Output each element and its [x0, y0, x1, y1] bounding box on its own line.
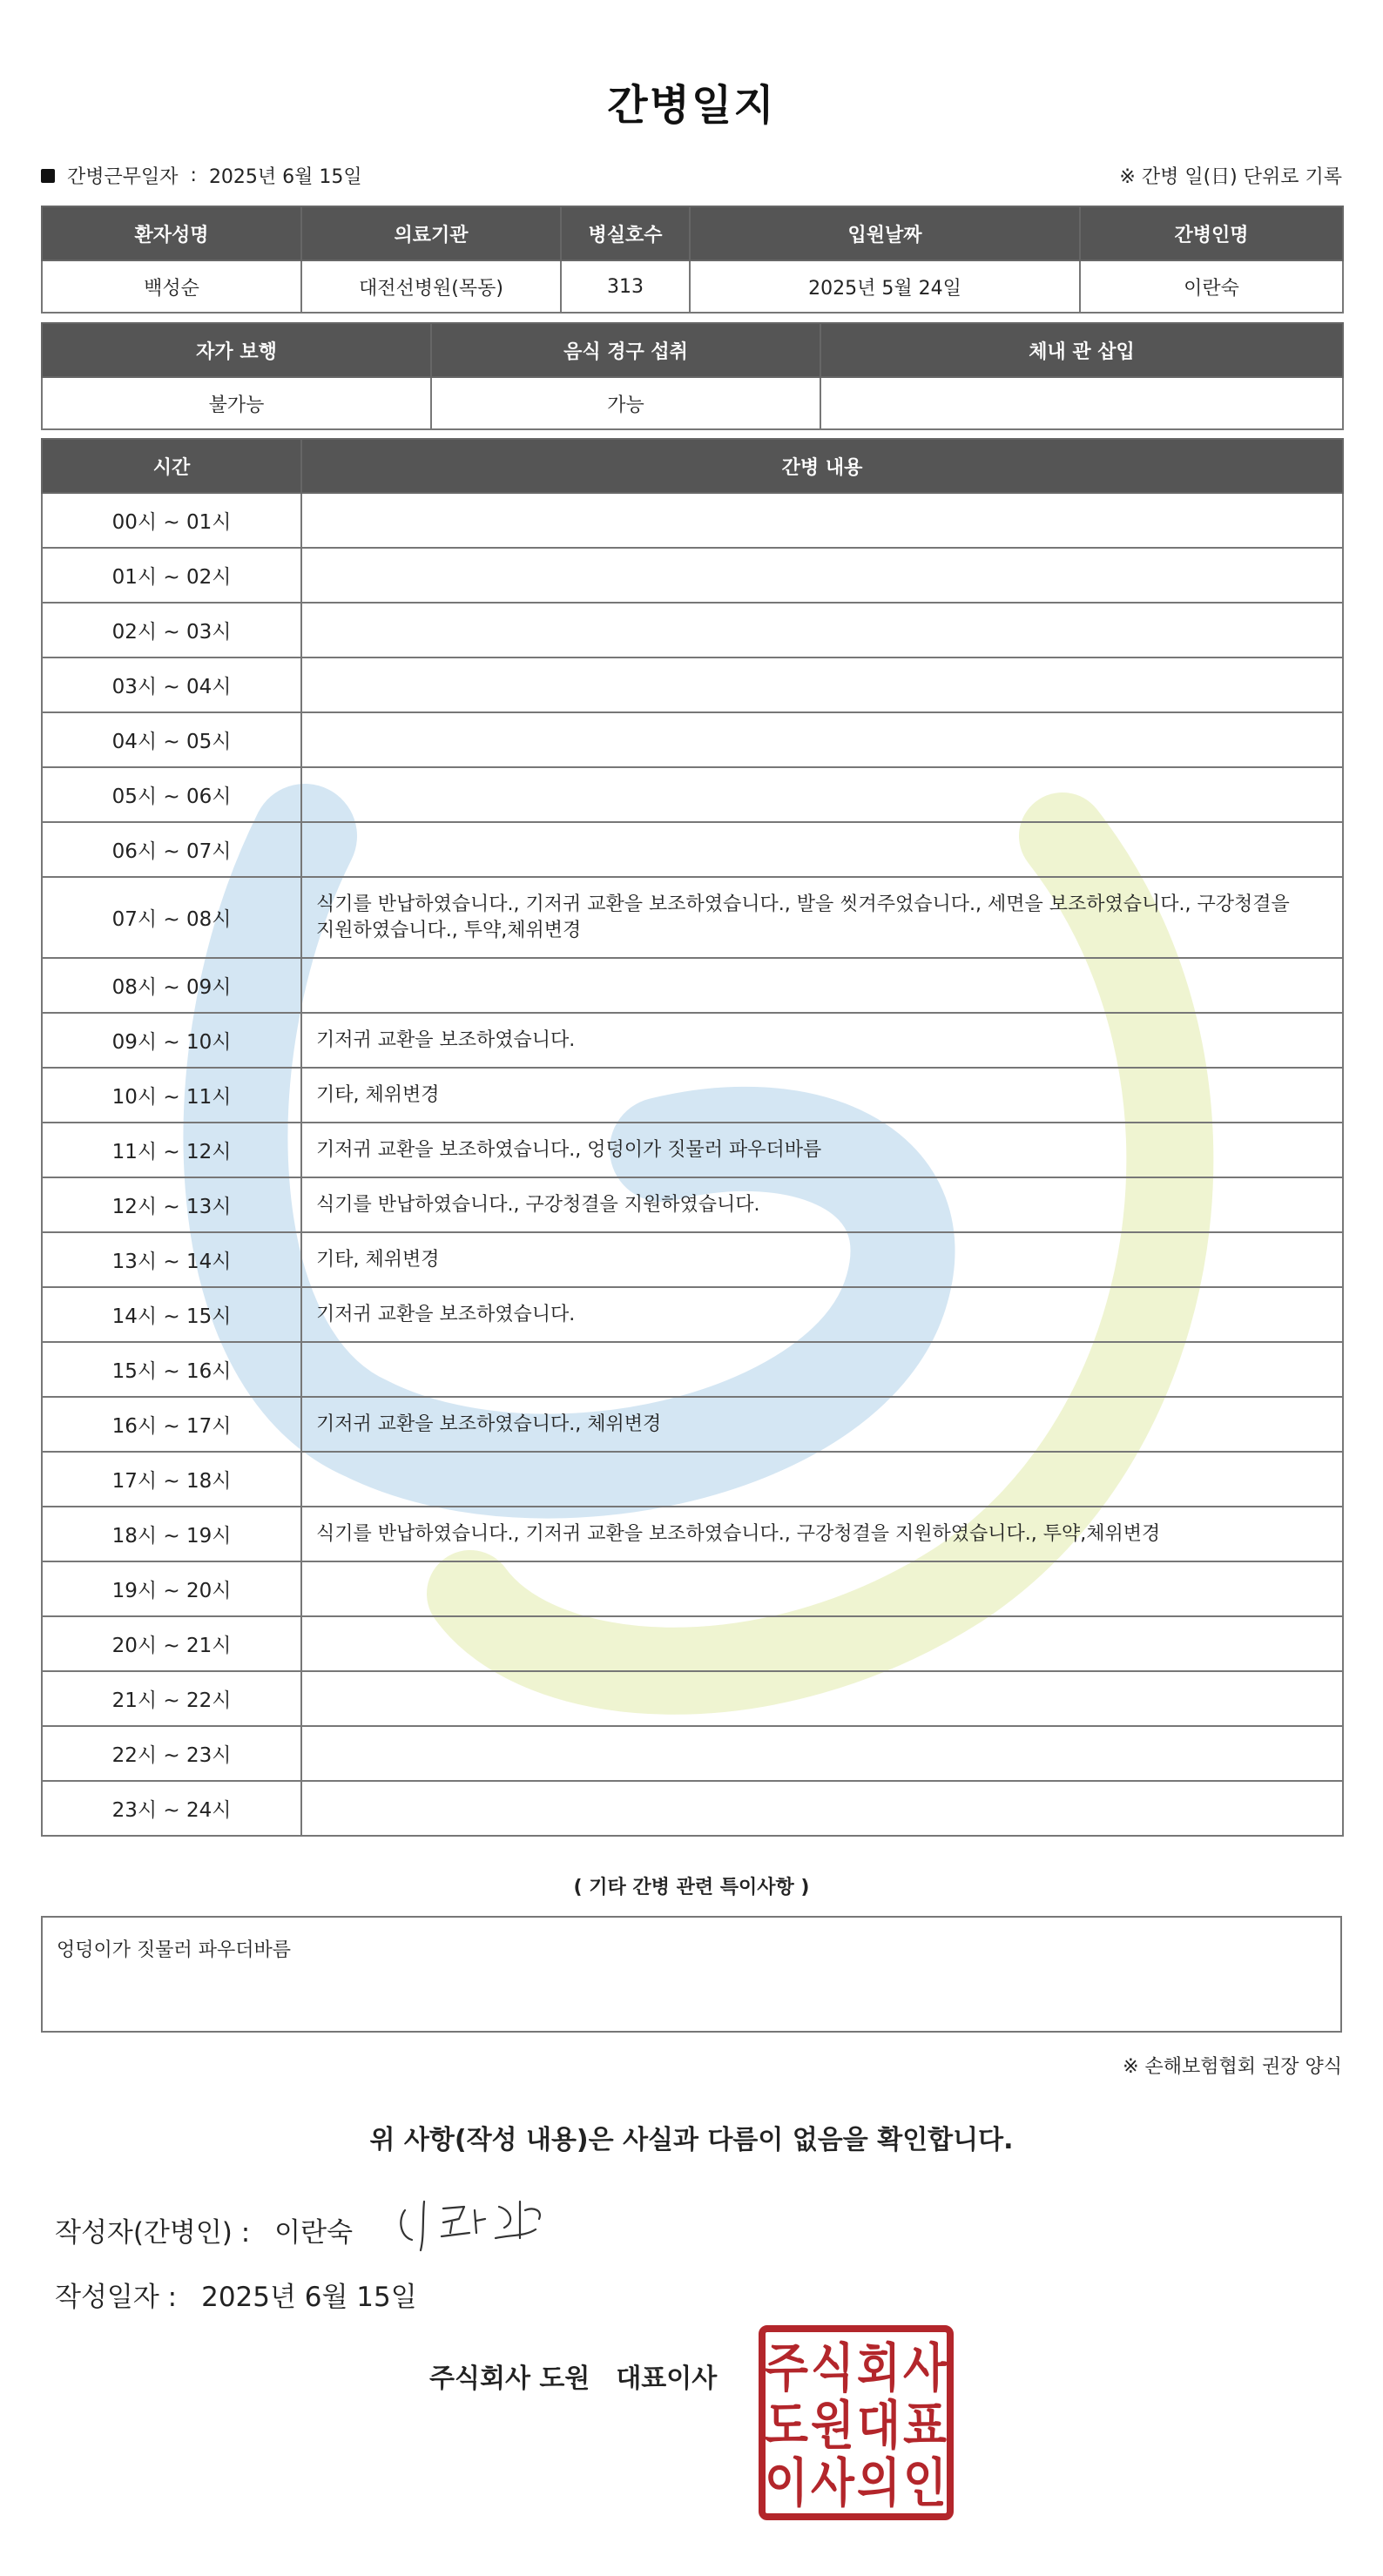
unit-note: ※ 간병 일(日) 단위로 기록: [1119, 166, 1342, 188]
log-time: 11시 ~ 12시: [42, 1123, 301, 1177]
handwritten-signature: [389, 2184, 563, 2262]
seal-character: 원: [811, 2396, 854, 2457]
log-note-line: 식기를 반납하였습니다., 기저귀 교환을 보조하였습니다., 발을 씻겨주었습니다., 세면을 보조하였습니다., 구강청결을: [316, 893, 1290, 915]
log-note: [301, 1452, 1343, 1507]
written-date-line: [55, 2275, 417, 2314]
seal-character: 대: [857, 2396, 901, 2457]
log-time: 21시 ~ 22시: [42, 1671, 301, 1726]
table-row: [42, 548, 1343, 603]
log-note: [301, 877, 1343, 958]
seal-character: 인: [903, 2453, 947, 2514]
written-date-value: 2025년 6월 15일: [201, 2282, 417, 2313]
log-note: 식기를 반납하였습니다., 구강청결을 지원하였습니다.: [301, 1177, 1343, 1232]
log-note: [301, 1561, 1343, 1616]
table-row: [42, 1123, 1343, 1177]
oral-intake-value: 가능: [431, 377, 820, 429]
log-time: 02시 ~ 03시: [42, 603, 301, 657]
bullet-square-icon: [41, 169, 55, 183]
log-note: [301, 603, 1343, 657]
log-time: 19시 ~ 20시: [42, 1561, 301, 1616]
room-number: 313: [561, 260, 690, 313]
log-note-line: 지원하였습니다., 투약,체위변경: [316, 919, 582, 941]
meta-row: [41, 162, 1342, 192]
log-time: 09시 ~ 10시: [42, 1013, 301, 1068]
log-time: 01시 ~ 02시: [42, 548, 301, 603]
author-name: 이란숙: [274, 2217, 354, 2249]
admission-date: 2025년 5월 24일: [690, 260, 1080, 313]
remarks-box: [41, 1916, 1342, 2033]
log-note: 기타, 체위변경: [301, 1232, 1343, 1287]
log-time: 17시 ~ 18시: [42, 1452, 301, 1507]
seal-character: 식: [811, 2338, 854, 2399]
form-source-note: ※ 손해보험협회 권장 양식: [1123, 2056, 1342, 2078]
patient-info-value-row: [42, 260, 1343, 313]
log-note: 기타, 체위변경: [301, 1068, 1343, 1123]
log-time: 06시 ~ 07시: [42, 822, 301, 877]
seal-character: 사: [903, 2338, 948, 2399]
table-row: [42, 1671, 1343, 1726]
log-time: 08시 ~ 09시: [42, 958, 301, 1013]
log-note: [301, 548, 1343, 603]
caregiver-name: 이란숙: [1080, 260, 1343, 313]
table-row: [42, 1287, 1343, 1342]
written-date-label: 작성일자 :: [55, 2282, 178, 2313]
self-walking-value: 불가능: [42, 377, 431, 429]
table-row: [42, 1452, 1343, 1507]
table-row: [42, 657, 1343, 712]
table-row: [42, 1397, 1343, 1452]
author-label: 작성자(간병인) :: [55, 2217, 251, 2249]
log-time: 07시 ~ 08시: [42, 877, 301, 958]
table-row: [42, 1177, 1343, 1232]
log-time: 22시 ~ 23시: [42, 1726, 301, 1781]
log-note: 기저귀 교환을 보조하였습니다.: [301, 1013, 1343, 1068]
log-note: 식기를 반납하였습니다., 기저귀 교환을 보조하였습니다., 구강청결을 지원하였습니다., 투약,체위변경: [301, 1507, 1343, 1561]
company-seal-stamp: [757, 2323, 955, 2522]
table-row: [42, 767, 1343, 822]
log-time: 15시 ~ 16시: [42, 1342, 301, 1397]
ceo-title: 대표이사: [616, 2364, 718, 2394]
header-hospital: 의료기관: [301, 206, 561, 260]
patient-name: 백성순: [42, 260, 301, 313]
seal-character: 도: [765, 2396, 809, 2457]
work-date: [41, 162, 362, 189]
table-row: [42, 1068, 1343, 1123]
log-time: 03시 ~ 04시: [42, 657, 301, 712]
table-row: [42, 1561, 1343, 1616]
page-title: 간병일지: [607, 81, 776, 130]
remarks-text: 엉덩이가 짓물러 파우더바름: [57, 1939, 292, 1961]
table-row: [42, 1342, 1343, 1397]
table-row: [42, 712, 1343, 767]
seal-character: 사: [811, 2453, 855, 2514]
company-name: 주식회사 도원: [429, 2364, 590, 2394]
remarks-title: ( 기타 간병 관련 특이사항 ): [573, 1877, 810, 1898]
log-note: [301, 1342, 1343, 1397]
log-note: [301, 1616, 1343, 1671]
log-time: 13시 ~ 14시: [42, 1232, 301, 1287]
header-caregiver-name: 간병인명: [1080, 206, 1343, 260]
work-date-separator: :: [190, 165, 197, 186]
log-time: 10시 ~ 11시: [42, 1068, 301, 1123]
table-row: [42, 1616, 1343, 1671]
log-note: [301, 767, 1343, 822]
log-note: 기저귀 교환을 보조하였습니다., 엉덩이가 짓물러 파우더바름: [301, 1123, 1343, 1177]
log-time: 18시 ~ 19시: [42, 1507, 301, 1561]
confirmation-statement: 위 사항(작성 내용)은 사실과 다름이 없음을 확인합니다.: [369, 2125, 1014, 2155]
log-header-row: [42, 439, 1343, 493]
care-log-table: [41, 438, 1344, 1837]
status-value-row: [42, 377, 1343, 429]
table-row: [42, 958, 1343, 1013]
table-row: [42, 822, 1343, 877]
log-note: [301, 493, 1343, 548]
tube-insertion-value: [820, 377, 1343, 429]
log-note: [301, 1726, 1343, 1781]
log-note: [301, 712, 1343, 767]
log-time: 12시 ~ 13시: [42, 1177, 301, 1232]
log-note: [301, 1671, 1343, 1726]
log-time: 23시 ~ 24시: [42, 1781, 301, 1836]
company-line: [429, 2357, 717, 2395]
patient-info-table: [41, 206, 1344, 314]
seal-character: 회: [857, 2338, 901, 2399]
table-row: [42, 877, 1343, 958]
header-self-walking: 자가 보행: [42, 323, 431, 377]
log-time: 20시 ~ 21시: [42, 1616, 301, 1671]
table-row: [42, 1781, 1343, 1836]
seal-character: 주: [765, 2338, 809, 2399]
header-tube-insertion: 체내 관 삽입: [820, 323, 1343, 377]
header-patient-name: 환자성명: [42, 206, 301, 260]
work-date-value: 2025년 6월 15일: [208, 166, 362, 188]
log-time: 04시 ~ 05시: [42, 712, 301, 767]
header-oral-intake: 음식 경구 섭취: [431, 323, 820, 377]
patient-status-table: [41, 322, 1344, 430]
seal-character: 의: [857, 2453, 901, 2514]
log-time: 05시 ~ 06시: [42, 767, 301, 822]
log-note: 기저귀 교환을 보조하였습니다.: [301, 1287, 1343, 1342]
log-time: 00시 ~ 01시: [42, 493, 301, 548]
table-row: [42, 1726, 1343, 1781]
work-date-label: 간병근무일자: [67, 166, 179, 188]
status-header-row: [42, 323, 1343, 377]
log-note: [301, 1781, 1343, 1836]
seal-character: 표: [903, 2396, 948, 2457]
table-row: [42, 1013, 1343, 1068]
patient-info-header-row: [42, 206, 1343, 260]
header-admission-date: 입원날짜: [690, 206, 1080, 260]
seal-character: 이: [765, 2453, 808, 2514]
log-time: 16시 ~ 17시: [42, 1397, 301, 1452]
header-care-content: 간병 내용: [301, 439, 1343, 493]
log-note: 기저귀 교환을 보조하였습니다., 체위변경: [301, 1397, 1343, 1452]
header-room-number: 병실호수: [561, 206, 690, 260]
header-time: 시간: [42, 439, 301, 493]
log-note: [301, 822, 1343, 877]
hospital-name: 대전선병원(목동): [301, 260, 561, 313]
log-time: 14시 ~ 15시: [42, 1287, 301, 1342]
table-row: [42, 493, 1343, 548]
table-row: [42, 1232, 1343, 1287]
table-row: [42, 1507, 1343, 1561]
author-line: [55, 2210, 353, 2249]
table-row: [42, 603, 1343, 657]
log-note: [301, 958, 1343, 1013]
log-note: [301, 657, 1343, 712]
